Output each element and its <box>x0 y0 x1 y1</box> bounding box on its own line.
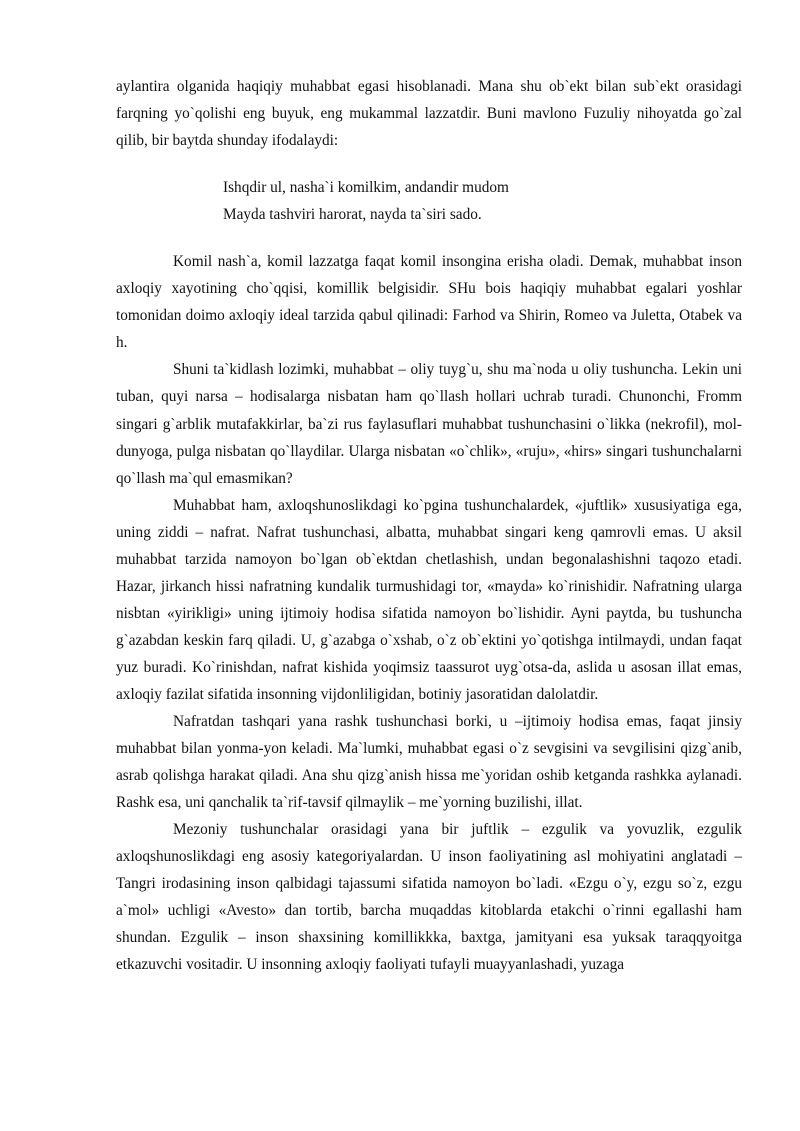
paragraph-jealousy: Nafratdan tashqari yana rashk tushunchasi borki, u –ijtimoiy hodisa emas, faqat jinsiy muhabbat bilan yonma-yon keladi. Ma`lumki, muhabbat egasi o`z sevgisini va sevgilisini qizg`anib, asrab qolishga harakat qiladi. Ana shu qizg`anish hissa me`yoridan oshib ketganda rashkka aylanadi. Rashk esa, uni qanchalik ta`rif-tavsif qilmaylik – me`yorning buzilishi, illat. <box>116 713 742 812</box>
opening-paragraph: aylantira olganida haqiqiy muhabbat egasi hisoblanadi. Mana shu ob`ekt bilan sub`ekt orasidagi farqning yo`qolishi eng buyuk, eng mukammal lazzatdir. Buni mavlono Fuzuliy nihoyatda go`zal qilib, bir baytda shunday ifodalaydi: <box>116 78 742 150</box>
verse-couplet <box>223 174 742 228</box>
paragraph-perfection: Komil nash`a, komil lazzatga faqat komil insongina erisha oladi. Demak, muhabbat inson axloqiy xayotining cho`qqisi, komillik belgisidir. SHu bois haqiqiy muhabbat egalari yoshlar tomonidan doimo axloqiy ideal tarzida qabul qilinadi: Farhod va Shirin, Romeo va Juletta, Otabek va h. <box>116 253 742 352</box>
paragraph-good-and-evil: Mezoniy tushunchalar orasidagi yana bir juftlik – ezgulik va yovuzlik, ezgulik axloqshunoslikdagi eng asosiy kategoriyalardan. U inson faoliyatining asl mohiyatini anglatadi – Tangri irodasining inson qalbidagi tajassumi sifatida namoyon bo`ladi. «Ezgu o`y, ezgu so`z, ezgu a`mol» uchligi «Avesto» dan tortib, barcha muqaddas kitoblarda etakchi o`rinni egallashi ham shundan. Ezgulik – inson shaxsining komillikkka, baxtga, jamityani esa yuksak taraqqyoitga etkazuvchi vositadir. U insonning axloqiy faoliyati tufayli muayyanlashadi, yuzaga <box>116 821 742 974</box>
verse-line-2: Mayda tashviri harorat, nayda ta`siri sado. <box>223 206 482 224</box>
paragraph-hatred: Muhabbat ham, axloqshunoslikdagi ko`pgina tushunchalardek, «juftlik» xususiyatiga ega, uning ziddi – nafrat. Nafrat tushunchasi, albatta, muhabbat singari keng qamrovli emas. U aksil muhabbat tarzida namoyon bo`lgan ob`ektdan chetlashish, undan begonalashishni taqozo etadi. Hazar, jirkanch hissi nafratning kundalik turmushidagi tor, «mayda» ko`rinishidir. Nafratning ularga nisbtan «yirikligi» uning ijtimoiy hodisa sifatida namoyon bo`lishidir. Ayni paytda, bu tushuncha g`azabdan keskin farq qiladi. U, g`azabga o`xshab, o`z ob`ektini yo`qotishga intilmaydi, undan faqat yuz buradi. Ko`rinishdan, nafrat kishida yoqimsiz taassurot uyg`otsa-da, aslida u asosan illat emas, axloqiy fazilat sifatida insonning vijdonliligidan, botiniy jasoratidan dalolatdir. <box>116 496 742 703</box>
document-page <box>116 73 742 979</box>
paragraph-love-concept: Shuni ta`kidlash lozimki, muhabbat – oliy tuyg`u, shu ma`noda u oliy tushuncha. Lekin uni tuban, quyi narsa – hodisalarga nisbatan ham qo`llash hollari uchrab turadi. Chunonchi, Fromm singari g`arblik mutafakkirlar, ba`zi rus faylasuflari muhabbat tushunchasini o`likka (nekrofil), mol-dunyoga, pulga nisbatan qo`llaydilar. Ularga nisbatan «o`chlik», «ruju», «hirs» singari tushunchalarni qo`llash ma`qul emasmikan? <box>116 361 742 487</box>
verse-line-1: Ishqdir ul, nasha`i komilkim, andandir mudom <box>223 179 509 197</box>
